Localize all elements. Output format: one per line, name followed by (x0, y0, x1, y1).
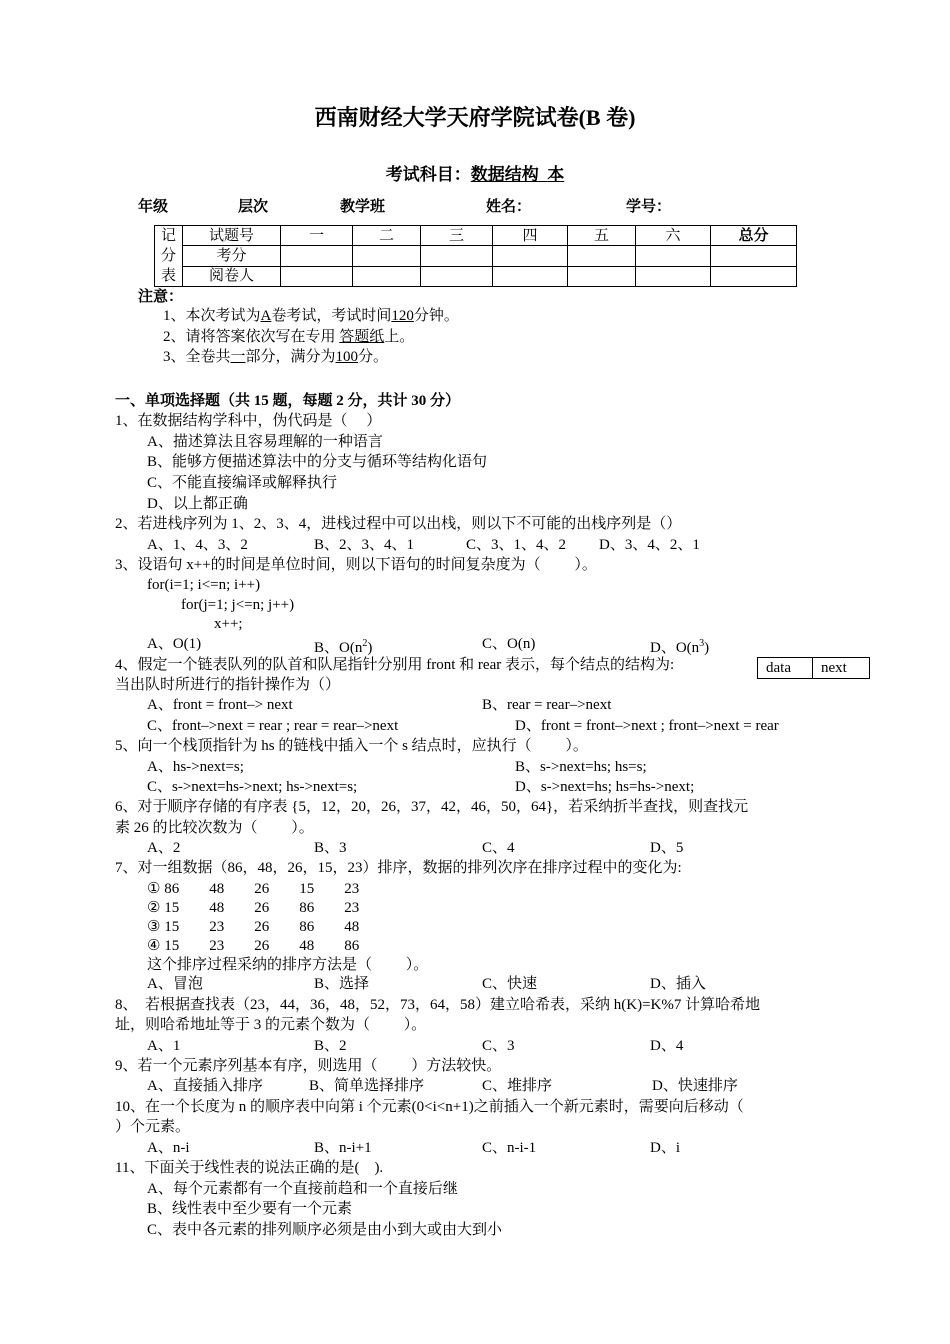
question-5: 5、向一个栈顶指针为 hs 的链栈中插入一个 s 结点时，应执行（ ）。 (115, 738, 588, 754)
q4-option-a: A、front = front–> next (147, 697, 293, 713)
q10-option-c: C、n-i-1 (482, 1140, 537, 1156)
question-4: 4、假定一个链表队列的队首和队尾指针分别用 front 和 rear 表示，每个结点的结构为: (115, 657, 675, 673)
q3-code-line: for(j=1; j<=n; j++) (181, 597, 295, 613)
score-cell[interactable] (568, 246, 636, 266)
score-cell[interactable] (353, 246, 421, 266)
q1-option-a: A、描述算法且容易理解的一种语言 (147, 434, 383, 450)
exam-subject (0, 162, 950, 188)
q2-option-c: C、3、1、4、2 (466, 537, 567, 553)
question-8-continued: 址，则哈希地址等于 3 的元素个数为（ ）。 (115, 1017, 427, 1033)
node-data-field: data (758, 658, 813, 679)
q4-option-c: C、front–>next = rear ; rear = rear–>next (147, 718, 399, 734)
question-10-continued: ）个元素。 (115, 1119, 191, 1135)
question-4-continued: 当出队时所进行的指针操作为（） (115, 677, 341, 693)
q3-option-d: D、$O(n^3)$ (650, 638, 710, 656)
q9-option-a: A、直接插入排序 (147, 1078, 263, 1094)
q6-option-c: C、4 (482, 840, 515, 856)
q7-sequence-row: ④ 15 23 26 48 86 (147, 938, 360, 954)
score-table (154, 225, 797, 287)
score-cell[interactable] (711, 246, 797, 266)
score-header-3: 三 (421, 226, 493, 246)
q9-option-b: B、简单选择排序 (309, 1078, 425, 1094)
score-cell[interactable] (353, 266, 421, 286)
q11-option-c: C、表中各元素的排列顺序必须是由小到大或由大到小 (147, 1222, 503, 1238)
question-6: 6、对于顺序存储的有序表 {5，12，20，26，37，42，46，50，64}，若采纳折半查找，则查找元 (115, 799, 749, 815)
note-1: 1、本次考试为A卷考试，考试时间120分钟。 (163, 308, 459, 324)
subject-label: 考试科目： (385, 165, 471, 184)
score-header-total: 总分 (711, 226, 797, 246)
question-2: 2、若进栈序列为 1、2、3、4，进栈过程中可以出栈，则以下不可能的出栈序列是（） (115, 516, 682, 532)
q2-option-b: B、2、3、4、1 (314, 537, 415, 553)
q7-option-d: D、插入 (650, 976, 706, 992)
q10-option-d: D、i (650, 1140, 681, 1156)
q3-option-a: A、O(1) (147, 636, 202, 652)
q10-option-a: A、n-i (147, 1140, 190, 1156)
score-cell[interactable] (281, 246, 353, 266)
q9-option-d: D、快速排序 (652, 1078, 738, 1094)
q6-option-b: B、3 (314, 840, 347, 856)
q5-option-d: D、s->next=hs; hs=hs->next; (515, 779, 695, 795)
score-cell[interactable] (711, 266, 797, 286)
q1-option-d: D、以上都正确 (147, 496, 248, 512)
info-student-id: 学号： (626, 199, 672, 215)
q8-option-d: D、4 (650, 1038, 684, 1054)
score-table-side-label: 记 分 表 (155, 226, 183, 287)
q3-code-line: for(i=1; i<=n; i++) (147, 577, 261, 593)
node-structure-diagram (757, 657, 870, 679)
q1-option-c: C、不能直接编译或解释执行 (147, 475, 338, 491)
score-cell[interactable] (493, 246, 568, 266)
note-3: 3、全卷共一部分，满分为100分。 (163, 349, 389, 365)
info-grade: 年级 (138, 199, 169, 215)
score-cell[interactable] (636, 266, 711, 286)
q6-option-a: A、2 (147, 840, 181, 856)
q4-option-d: D、front = front–>next ; front–>next = rear (515, 718, 779, 734)
score-header-5: 五 (568, 226, 636, 246)
info-class: 教学班 (340, 199, 386, 215)
score-cell[interactable] (421, 266, 493, 286)
score-header-4: 四 (493, 226, 568, 246)
info-level: 层次 (238, 199, 269, 215)
question-11: 11、下面关于线性表的说法正确的是( ). (115, 1160, 384, 1176)
q3-option-b: B、$O(n^2)$ (314, 638, 373, 656)
score-header-1: 一 (281, 226, 353, 246)
info-name: 姓名： (486, 199, 532, 215)
q6-option-d: D、5 (650, 840, 684, 856)
score-cell[interactable] (636, 246, 711, 266)
q11-option-a: A、每个元素都有一个直接前趋和一个直接后继 (147, 1181, 458, 1197)
question-3: 3、设语句 x++的时间是单位时间，则以下语句的时间复杂度为（ ）。 (115, 557, 597, 573)
q7-stem: 这个排序过程采纳的排序方法是（ ）。 (147, 957, 429, 973)
score-header-6: 六 (636, 226, 711, 246)
q5-option-a: A、hs->next=s; (147, 759, 244, 775)
question-6-continued: 素 26 的比较次数为（ ）。 (115, 820, 314, 836)
q11-option-b: B、线性表中至少要有一个元素 (147, 1201, 353, 1217)
notes-heading: 注意： (138, 289, 184, 305)
note-2: 2、请将答案依次写在专用 答题纸上。 (163, 329, 415, 345)
q8-option-b: B、2 (314, 1038, 347, 1054)
subject-name: 数据结构 本 (470, 165, 565, 184)
q7-option-a: A、冒泡 (147, 976, 203, 992)
q2-option-d: D、3、4、2、1 (599, 537, 700, 553)
question-7: 7、对一组数据（86，48，26，15，23）排序，数据的排列次序在排序过程中的变化为: (115, 860, 682, 876)
score-header-question: 试题号 (183, 226, 281, 246)
question-8: 8、 若根据查找表（23，44，36，48，52，73，64，58）建立哈希表，采纳 h(K)=K%7 计算哈希地 (115, 997, 761, 1013)
q7-sequence-row: ③ 15 23 26 86 48 (147, 919, 360, 935)
node-next-field: next (813, 658, 870, 679)
q1-option-b: B、能够方便描述算法中的分支与循环等结构化语句 (147, 454, 488, 470)
q3-option-c: C、O(n) (482, 636, 536, 652)
q10-option-b: B、n-i+1 (314, 1140, 372, 1156)
q7-option-b: B、选择 (314, 976, 370, 992)
q7-sequence-row: ② 15 48 26 86 23 (147, 900, 360, 916)
score-header-2: 二 (353, 226, 421, 246)
q5-option-b: B、s->next=hs; hs=s; (515, 759, 647, 775)
score-row-grader-label: 阅卷人 (183, 266, 281, 286)
q2-option-a: A、1、4、3、2 (147, 537, 248, 553)
question-10: 10、在一个长度为 n 的顺序表中向第 i 个元素(0<i<n+1)之前插入一个新元素时，需要向后移动（ (115, 1099, 744, 1115)
question-1: 1、在数据结构学科中，伪代码是（ ） (115, 413, 382, 429)
score-cell[interactable] (281, 266, 353, 286)
q7-sequence-row: ① 86 48 26 15 23 (147, 881, 360, 897)
q7-option-c: C、快速 (482, 976, 538, 992)
question-9: 9、若一个元素序列基本有序，则选用（ ）方法较快。 (115, 1058, 502, 1074)
section-heading: 一、单项选择题（共 15 题，每题 2 分，共计 30 分） (115, 393, 461, 409)
page-title: 西南财经大学天府学院试卷(B 卷) (314, 105, 636, 130)
q9-option-c: C、堆排序 (482, 1078, 553, 1094)
score-cell[interactable] (421, 246, 493, 266)
q8-option-a: A、1 (147, 1038, 181, 1054)
score-row-score-label: 考分 (183, 246, 281, 266)
q8-option-c: C、3 (482, 1038, 515, 1054)
q5-option-c: C、s->next=hs->next; hs->next=s; (147, 779, 358, 795)
q3-code-line: x++; (214, 616, 243, 632)
score-cell[interactable] (493, 266, 568, 286)
score-cell[interactable] (568, 266, 636, 286)
q4-option-b: B、rear = rear–>next (482, 697, 612, 713)
